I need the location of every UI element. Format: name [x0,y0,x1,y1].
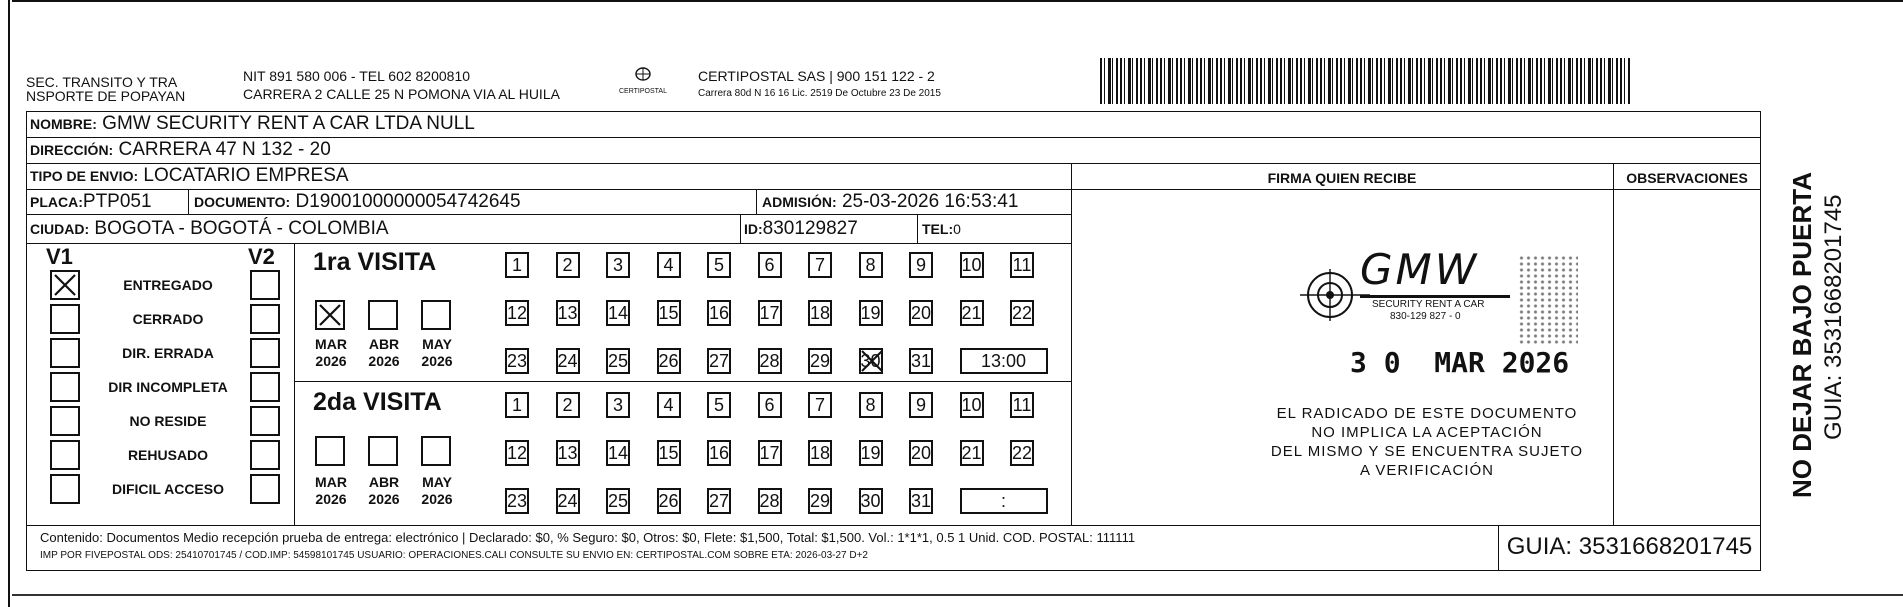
time-box[interactable] [960,488,1048,514]
v1-checkbox[interactable] [50,338,80,368]
row-placa-split [188,189,189,214]
day-box[interactable] [808,300,832,326]
day-number: 14 [608,303,629,323]
day-number: 5 [713,395,724,415]
placa-value: PTP051 [82,191,152,212]
admision-value: 25-03-2026 16:53:41 [841,191,1019,212]
month-label [309,336,353,370]
day-box[interactable] [758,348,782,374]
documento-cell [194,191,521,213]
day-box[interactable] [707,488,731,514]
day-number: 2 [562,255,573,275]
v2-checkbox[interactable] [250,304,280,334]
v2-checkbox[interactable] [250,338,280,368]
stamp-date: 3 0 MAR 2026 [1350,346,1570,379]
day-number: 13 [557,303,578,323]
day-number: 1 [511,255,522,275]
day-number: 4 [663,255,674,275]
row-line-1 [26,137,1761,138]
day-box[interactable] [657,392,681,418]
day-box[interactable] [960,300,984,326]
day-number: 2 [562,395,573,415]
day-number: 8 [865,395,876,415]
day-number: 20 [911,443,932,463]
id-label: ID: [744,221,763,237]
day-box[interactable] [556,392,580,418]
footer-contenido: Contenido: Documentos Medio recepción prueba de entrega: electrónico | Declarado: $0, % Seguro: $0, Otros: $0, Flete: $1,500, Total: $1,500. Vol.: 1*1*1, 0.5 1 Unid. COD. POSTAL: 111111 [40,530,1136,545]
day-number: 9 [915,395,926,415]
v2-checkbox[interactable] [250,406,280,436]
day-box[interactable] [606,440,630,466]
firma-header: FIRMA QUIEN RECIBE [1267,170,1417,186]
day-box[interactable] [505,440,529,466]
nombre-row [30,113,475,135]
day-number: 20 [911,303,932,323]
footer-imp: IMP POR FIVEPOSTAL ODS: 25410701745 / COD.IMP: 54598101745 USUARIO: OPERACIONES.CALI CONSULTE SU ENVIO EN: CERTIPOSTAL.COM SOBRE ETA: 2026-03-27 D+2 [40,550,868,561]
placa-label: PLACA: [30,194,83,210]
reason-label: DIR INCOMPLETA [108,379,228,395]
day-number: 3 [612,395,623,415]
day-number: 22 [1012,303,1033,323]
stamp-disclaimer-3: DEL MISMO Y SE ENCUENTRA SUJETO [1270,443,1584,460]
v2-checkbox[interactable] [250,440,280,470]
day-box[interactable] [909,252,933,278]
day-number: 19 [860,443,881,463]
month-name: ABR [368,474,400,490]
row-line-4 [26,214,1071,215]
day-box[interactable] [1010,440,1034,466]
reason-label: ENTREGADO [123,277,213,293]
stamp-brand-nit: 830-129 827 - 0 [1390,311,1461,322]
day-box[interactable] [657,348,681,374]
courier-line-2: Carrera 80d N 16 16 Lic. 2519 De Octubre 23 De 2015 [698,88,941,99]
ciudad-value: BOGOTA - BOGOTÁ - COLOMBIA [94,218,389,239]
day-box[interactable] [909,392,933,418]
day-box[interactable] [1010,392,1034,418]
day-number: 30 [860,491,881,511]
admision-cell [762,191,1018,213]
day-box[interactable] [707,440,731,466]
month-checkbox[interactable] [315,300,345,330]
day-box[interactable] [707,348,731,374]
v1-label: V1 [46,244,73,269]
day-number: 28 [759,491,780,511]
day-number: 19 [860,303,881,323]
placa-cell [30,191,152,213]
day-box[interactable] [505,392,529,418]
side-guia: GUIA: 3531668201745 [1820,194,1847,440]
reason-label: DIFICIL ACCESO [111,481,224,497]
day-box[interactable] [859,440,883,466]
day-number: 24 [557,351,578,371]
day-box[interactable] [808,392,832,418]
month-name: MAY [422,336,452,352]
day-number: 21 [961,443,982,463]
courier-small-logo [618,66,668,100]
month-label [415,336,459,370]
time-value: 13:00 [980,351,1027,371]
day-box[interactable] [960,252,984,278]
month-label [362,474,406,508]
day-box[interactable] [909,348,933,374]
stamp-disclaimer-2: NO IMPLICA LA ACEPTACIÓN [1311,424,1543,441]
day-box[interactable] [859,252,883,278]
nit-line-1: NIT 891 580 006 - TEL 602 8200810 [243,68,471,84]
stamp-brand: GMW [1360,245,1480,294]
row-line-3 [26,189,1071,190]
v1-checkbox[interactable] [50,270,80,300]
first-visit-title: 1ra VISITA [313,248,437,276]
day-box[interactable] [960,392,984,418]
day-number: 25 [608,351,629,371]
day-box[interactable] [556,488,580,514]
footer-line [26,525,1761,526]
day-number: 17 [759,443,780,463]
row-line-5 [26,243,1071,244]
month-label [309,474,353,508]
documento-value: D19001000000054742645 [295,191,521,212]
day-box[interactable] [758,252,782,278]
day-box[interactable] [657,300,681,326]
row-tel-split [917,214,918,243]
day-number: 15 [658,443,679,463]
day-box[interactable] [909,488,933,514]
day-box[interactable] [859,392,883,418]
day-number: 31 [911,491,932,511]
day-box[interactable] [1010,300,1034,326]
month-year: 2026 [315,491,347,507]
tipo-value: LOCATARIO EMPRESA [143,165,349,186]
day-box[interactable] [606,300,630,326]
reason-label: NO RESIDE [129,413,207,429]
month-year: 2026 [421,353,453,369]
no-dejar-warning: NO DEJAR BAJO PUERTA [1787,171,1817,498]
day-box[interactable] [657,252,681,278]
day-number: 28 [759,351,780,371]
month-label [415,474,459,508]
day-number: 22 [1012,443,1033,463]
ciudad-cell [30,218,389,240]
day-number: 30 [860,351,881,371]
direccion-value: CARRERA 47 N 132 - 20 [118,139,331,160]
day-number: 29 [810,491,831,511]
day-number: 16 [709,303,730,323]
day-number: 18 [810,303,831,323]
day-box[interactable] [707,300,731,326]
day-box[interactable] [657,440,681,466]
day-number: 23 [507,351,528,371]
day-number: 7 [814,395,825,415]
globe-icon [633,66,653,82]
month-label [362,336,406,370]
month-checkbox[interactable] [368,436,398,466]
ciudad-label: CIUDAD: [30,221,90,237]
second-visit-title: 2da VISITA [313,388,442,416]
visit-col-split [294,243,295,525]
day-box[interactable] [808,348,832,374]
stamp-brand-underline [1360,295,1510,298]
day-number: 9 [915,255,926,275]
day-number: 15 [658,303,679,323]
row-admision-split [756,189,757,214]
nombre-value: GMW SECURITY RENT A CAR LTDA NULL [102,113,475,134]
day-number: 14 [608,443,629,463]
day-number: 23 [507,491,528,511]
day-box[interactable] [808,440,832,466]
id-cell [744,218,858,240]
time-box[interactable] [960,348,1048,374]
day-number: 18 [810,443,831,463]
day-number: 21 [961,303,982,323]
day-number: 10 [961,255,982,275]
day-number: 11 [1012,255,1032,275]
direccion-row [30,139,331,161]
sender-line-2: NSPORTE DE POPAYAN [26,88,186,104]
visit-divider [294,381,1071,382]
day-box[interactable] [808,252,832,278]
v1-checkbox[interactable] [50,440,80,470]
day-number: 27 [709,491,730,511]
day-box[interactable] [707,392,731,418]
day-number: 24 [557,491,578,511]
day-box[interactable] [657,488,681,514]
day-box[interactable] [909,440,933,466]
month-name: MAR [315,336,347,352]
month-year: 2026 [368,491,400,507]
month-checkbox[interactable] [368,300,398,330]
left-border [8,0,10,607]
barcode [1100,58,1630,104]
day-number: 26 [658,491,679,511]
v1-checkbox[interactable] [50,372,80,402]
day-number: 29 [810,351,831,371]
month-year: 2026 [368,353,400,369]
day-box[interactable] [505,252,529,278]
nombre-label: NOMBRE: [30,116,97,132]
day-box[interactable] [758,392,782,418]
day-number: 5 [713,255,724,275]
day-box[interactable] [707,252,731,278]
day-number: 7 [814,255,825,275]
tipo-label: TIPO DE ENVIO: [30,168,139,184]
reason-label: REHUSADO [127,447,209,463]
day-box[interactable] [1010,252,1034,278]
observaciones-header: OBSERVACIONES [1626,170,1748,186]
stamp-ink-smudge [1518,255,1578,345]
sender-line-1: SEC. TRANSITO Y TRA [26,74,178,90]
day-number: 8 [865,255,876,275]
stamp-disclaimer-4: A VERIFICACIÓN [1359,462,1495,479]
month-checkbox[interactable] [421,300,451,330]
v2-checkbox[interactable] [250,372,280,402]
v2-label: V2 [248,244,275,269]
id-value: 830129827 [762,218,858,239]
footer-guia: GUIA: 3531668201745 [1506,533,1753,560]
tel-value: 0 [953,221,961,237]
day-box[interactable] [606,348,630,374]
day-box[interactable] [960,440,984,466]
day-box[interactable] [606,488,630,514]
stamp-disclaimer-1: EL RADICADO DE ESTE DOCUMENTO [1276,405,1578,422]
day-box[interactable] [606,252,630,278]
day-box[interactable] [758,440,782,466]
month-year: 2026 [315,353,347,369]
day-box[interactable] [808,488,832,514]
col-header-line [1071,189,1761,190]
month-name: ABR [368,336,400,352]
nit-line-2: CARRERA 2 CALLE 25 N POMONA VIA AL HUILA [243,86,560,102]
day-number: 31 [911,351,932,371]
day-box[interactable] [505,348,529,374]
small-logo-text: CERTIPOSTAL [619,88,667,95]
day-number: 13 [557,443,578,463]
day-box[interactable] [859,300,883,326]
day-number: 25 [608,491,629,511]
top-border [12,0,1903,2]
direccion-label: DIRECCIÓN: [30,142,114,158]
v2-checkbox[interactable] [250,474,280,504]
v2-checkbox[interactable] [250,270,280,300]
day-box[interactable] [556,348,580,374]
tipo-row [30,165,349,187]
day-box[interactable] [556,252,580,278]
documento-label: DOCUMENTO: [194,194,291,210]
courier-line-1: CERTIPOSTAL SAS | 900 151 122 - 2 [698,68,935,84]
day-box[interactable] [505,488,529,514]
day-number: 17 [759,303,780,323]
month-name: MAY [422,474,452,490]
day-number: 16 [709,443,730,463]
day-number: 6 [764,255,775,275]
day-number: 3 [612,255,623,275]
stamp-brand-sub: SECURITY RENT A CAR [1372,299,1485,310]
tel-label: TEL: [922,221,954,237]
col-firma-left [1071,163,1072,525]
day-number: 11 [1012,395,1032,415]
day-box[interactable] [909,300,933,326]
day-number: 12 [507,303,528,323]
day-number: 26 [658,351,679,371]
day-box[interactable] [556,300,580,326]
day-box[interactable] [758,300,782,326]
time-value: : [1000,491,1006,511]
day-number: 27 [709,351,730,371]
bottom-border [12,594,1903,596]
day-box[interactable] [505,300,529,326]
admision-label: ADMISIÓN: [762,194,837,210]
month-name: MAR [315,474,347,490]
reason-label: CERRADO [132,311,204,327]
day-number: 1 [511,395,522,415]
row-line-2 [26,163,1761,164]
day-number: 6 [764,395,775,415]
month-checkbox[interactable] [315,436,345,466]
month-checkbox[interactable] [421,436,451,466]
day-number: 10 [961,395,982,415]
reason-label: DIR. ERRADA [122,345,214,361]
day-number: 4 [663,395,674,415]
day-box[interactable] [758,488,782,514]
tel-cell [922,218,961,240]
day-box[interactable] [556,440,580,466]
day-box[interactable] [859,488,883,514]
day-box[interactable] [606,392,630,418]
v1-checkbox[interactable] [50,474,80,504]
month-year: 2026 [421,491,453,507]
day-box[interactable] [859,348,883,374]
v1-checkbox[interactable] [50,406,80,436]
day-number: 12 [507,443,528,463]
row-id-split [740,214,741,243]
v1-checkbox[interactable] [50,304,80,334]
